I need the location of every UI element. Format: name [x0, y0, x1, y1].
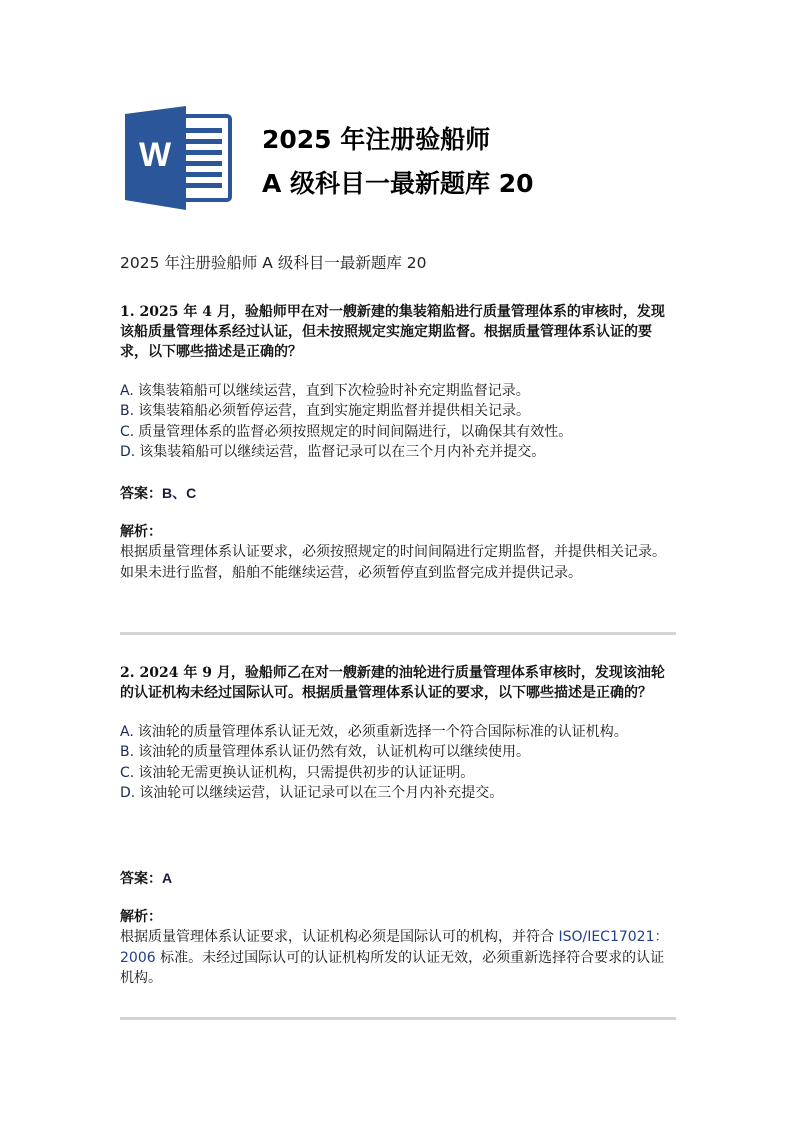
option-b	[120, 742, 676, 762]
option-text: 该油轮的质量管理体系认证无效，必须重新选择一个符合国际标准的认证机构。	[137, 724, 628, 740]
answer-label: 答案：	[120, 486, 162, 502]
option-b	[120, 401, 676, 421]
option-letter: B.	[120, 403, 135, 420]
analysis-text	[120, 927, 676, 988]
option-text: 该油轮的质量管理体系认证仍然有效，认证机构可以继续使用。	[138, 744, 531, 761]
analysis-2	[120, 907, 676, 988]
option-letter: A.	[120, 383, 134, 399]
question-text: 2. 2024 年 9 月，验船师乙在对一艘新建的油轮进行质量管理体系审核时，发现该油轮的认证机构未经过国际认可。根据质量管理体系认证的要求，以下哪些描述是正确的？	[120, 665, 665, 701]
document-title	[262, 118, 534, 206]
option-letter: D.	[120, 784, 136, 801]
question-1	[120, 302, 676, 462]
answer-label: 答案：	[120, 871, 162, 887]
subtitle: 2025 年注册验船师 A 级科目一最新题库 20	[120, 254, 427, 272]
logo-letter: W	[138, 136, 172, 174]
option-c	[120, 422, 676, 442]
analysis-text	[120, 542, 676, 583]
option-d	[120, 442, 676, 462]
option-letter: D.	[120, 443, 136, 460]
answer-value: B、C	[162, 485, 197, 501]
word-document-icon	[124, 106, 234, 210]
title-line-1: 2025 年注册验船师	[262, 125, 491, 154]
answer-1	[120, 483, 676, 504]
divider	[120, 632, 676, 635]
analysis-label: 解析：	[120, 524, 162, 540]
answer-value: A	[162, 870, 173, 886]
option-c	[120, 763, 676, 783]
option-letter: C.	[120, 764, 135, 781]
option-text: 该油轮无需更换认证机构，只需提供初步的认证证明。	[138, 764, 475, 781]
option-text: 该油轮可以继续运营，认证记录可以在三个月内补充提交。	[139, 784, 504, 801]
analysis-text-part: 标准。未经过国际认可的认证机构所发的认证无效，必须重新选择符合要求的认证机构。	[120, 949, 665, 986]
option-a	[120, 722, 676, 742]
analysis-text-part: 根据质量管理体系认证要求，认证机构必须是国际认可的机构，并符合	[120, 929, 559, 946]
question-2	[120, 663, 676, 803]
answer-2	[120, 868, 676, 889]
standard-code: ISO/IEC17021：2006	[120, 929, 669, 966]
analysis-label: 解析：	[120, 909, 162, 925]
option-text: 该集装箱船可以继续运营，直到下次检验时补充定期监督记录。	[137, 383, 530, 399]
option-d	[120, 783, 676, 803]
analysis-text-part: 根据质量管理体系认证要求，必须按照规定的时间间隔进行定期监督，并提供相关记录。如果未进行监督，船舶不能继续运营，必须暂停直到监督完成并提供记录。	[120, 544, 666, 581]
option-letter: C.	[120, 423, 135, 440]
divider	[120, 1017, 676, 1020]
title-line-2: A 级科目一最新题库 20	[262, 169, 534, 198]
question-text: 1. 2025 年 4 月，验船师甲在对一艘新建的集装箱船进行质量管理体系的审核时，发现该船质量管理体系经过认证，但未按照规定实施定期监督。根据质量管理体系认证的要求，以下哪些描述是正确的？	[120, 304, 665, 360]
option-text: 该集装箱船必须暂停运营，直到实施定期监督并提供相关记录。	[138, 403, 531, 420]
option-letter: B.	[120, 744, 135, 761]
option-text: 该集装箱船可以继续运营，监督记录可以在三个月内补充并提交。	[139, 443, 546, 460]
option-text: 质量管理体系的监督必须按照规定的时间间隔进行，以确保其有效性。	[138, 423, 573, 440]
analysis-1	[120, 522, 676, 583]
option-a	[120, 381, 676, 401]
option-letter: A.	[120, 724, 134, 740]
